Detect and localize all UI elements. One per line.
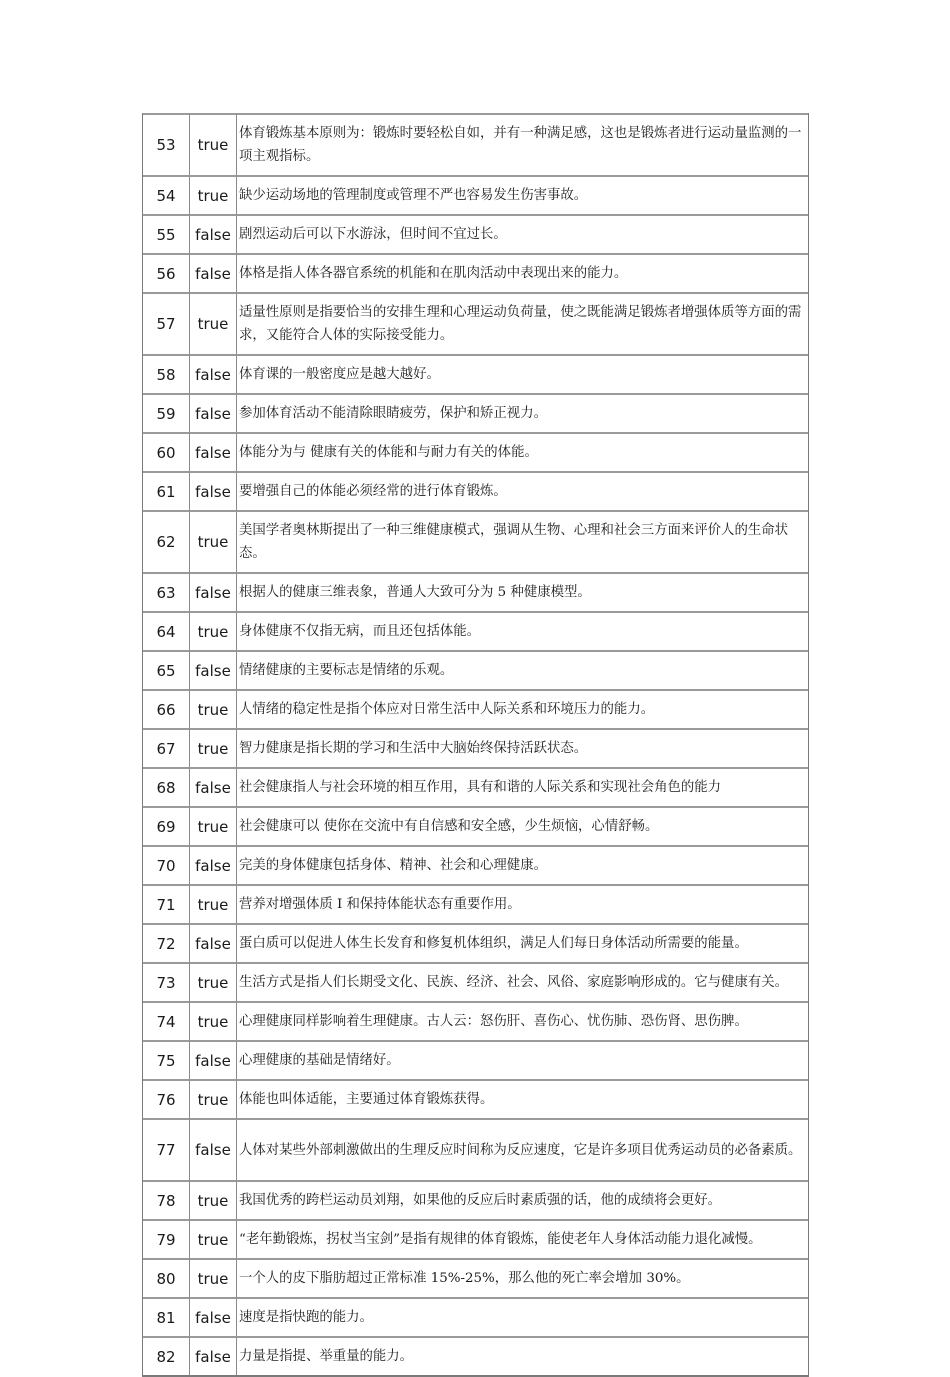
question-statement: 社会健康可以 使你在交流中有自信感和安全感，少生烦恼，心情舒畅。 <box>237 806 808 845</box>
true-false-answer-table <box>142 113 809 1377</box>
table-row <box>143 806 808 845</box>
answer-value: false <box>190 214 237 253</box>
table-row <box>143 962 808 1001</box>
table-row <box>143 253 808 292</box>
question-statement: 情绪健康的主要标志是情绪的乐观。 <box>237 650 808 689</box>
table-row <box>143 1180 808 1219</box>
question-statement: 根据人的健康三维表象，普通人大致可分为 5 种健康模型。 <box>237 572 808 611</box>
question-number: 64 <box>143 611 190 650</box>
answer-value: false <box>190 1118 237 1180</box>
answer-value: false <box>190 572 237 611</box>
question-statement: “老年勤锻炼，拐杖当宝剑”是指有规律的体育锻炼，能使老年人身体活动能力退化减慢。 <box>237 1219 808 1258</box>
question-statement: 体能分为与 健康有关的体能和与耐力有关的体能。 <box>237 432 808 471</box>
table-row <box>143 175 808 214</box>
answer-value: true <box>190 1258 237 1297</box>
answer-value: true <box>190 611 237 650</box>
question-statement: 心理健康同样影响着生理健康。古人云：怒伤肝、喜伤心、忧伤肺、恐伤肾、思伤脾。 <box>237 1001 808 1040</box>
question-number: 68 <box>143 767 190 806</box>
table-row <box>143 767 808 806</box>
question-number: 74 <box>143 1001 190 1040</box>
answer-value: true <box>190 510 237 572</box>
question-number: 77 <box>143 1118 190 1180</box>
question-number: 56 <box>143 253 190 292</box>
question-statement: 体育锻炼基本原则为：锻炼时要轻松自如，并有一种满足感，这也是锻炼者进行运动量监测的一项主观指标。 <box>237 113 808 175</box>
answer-value: false <box>190 1040 237 1079</box>
table-row <box>143 611 808 650</box>
table-row <box>143 1258 808 1297</box>
question-number: 67 <box>143 728 190 767</box>
question-statement: 一个人的皮下脂肪超过正常标准 15%-25%，那么他的死亡率会增加 30%。 <box>237 1258 808 1297</box>
answer-value: false <box>190 767 237 806</box>
question-statement: 力量是指提、举重量的能力。 <box>237 1336 808 1375</box>
table-row <box>143 432 808 471</box>
table-row <box>143 884 808 923</box>
answer-value: true <box>190 806 237 845</box>
question-statement: 身体健康不仅指无病，而且还包括体能。 <box>237 611 808 650</box>
question-statement: 智力健康是指长期的学习和生活中大脑始终保持活跃状态。 <box>237 728 808 767</box>
question-number: 75 <box>143 1040 190 1079</box>
question-number: 55 <box>143 214 190 253</box>
question-number: 79 <box>143 1219 190 1258</box>
question-statement: 完美的身体健康包括身体、精神、社会和心理健康。 <box>237 845 808 884</box>
question-number: 62 <box>143 510 190 572</box>
answer-value: true <box>190 292 237 354</box>
table-row <box>143 214 808 253</box>
answer-value: false <box>190 923 237 962</box>
question-number: 80 <box>143 1258 190 1297</box>
table-row <box>143 354 808 393</box>
table-row <box>143 292 808 354</box>
table-row <box>143 471 808 510</box>
question-number: 53 <box>143 113 190 175</box>
table-row <box>143 572 808 611</box>
answer-value: false <box>190 1297 237 1336</box>
table-row <box>143 1219 808 1258</box>
question-statement: 体格是指人体各器官系统的机能和在肌肉活动中表现出来的能力。 <box>237 253 808 292</box>
question-statement: 人情绪的稳定性是指个体应对日常生活中人际关系和环境压力的能力。 <box>237 689 808 728</box>
answer-value: true <box>190 1079 237 1118</box>
question-statement: 剧烈运动后可以下水游泳，但时间不宜过长。 <box>237 214 808 253</box>
table-row <box>143 650 808 689</box>
table-row <box>143 113 808 175</box>
question-number: 58 <box>143 354 190 393</box>
answer-value: true <box>190 689 237 728</box>
answer-value: true <box>190 1180 237 1219</box>
question-number: 78 <box>143 1180 190 1219</box>
question-number: 69 <box>143 806 190 845</box>
answer-value: false <box>190 253 237 292</box>
table-row <box>143 510 808 572</box>
question-statement: 人体对某些外部刺激做出的生理反应时间称为反应速度，它是许多项目优秀运动员的必备素质。 <box>237 1118 808 1180</box>
question-statement: 美国学者奥林斯提出了一种三维健康模式，强调从生物、心理和社会三方面来评价人的生命状态。 <box>237 510 808 572</box>
question-number: 63 <box>143 572 190 611</box>
answer-value: false <box>190 845 237 884</box>
question-number: 60 <box>143 432 190 471</box>
table-row <box>143 1040 808 1079</box>
table-body <box>143 113 808 1375</box>
question-number: 76 <box>143 1079 190 1118</box>
table-row <box>143 923 808 962</box>
table-row <box>143 393 808 432</box>
question-statement: 社会健康指人与社会环境的相互作用，具有和谐的人际关系和实现社会角色的能力 <box>237 767 808 806</box>
answer-value: true <box>190 728 237 767</box>
question-number: 59 <box>143 393 190 432</box>
answer-value: true <box>190 1001 237 1040</box>
table-row <box>143 1079 808 1118</box>
answer-value: false <box>190 650 237 689</box>
table-row <box>143 1336 808 1375</box>
question-statement: 缺少运动场地的管理制度或管理不严也容易发生伤害事故。 <box>237 175 808 214</box>
answer-value: true <box>190 884 237 923</box>
table-row <box>143 1118 808 1180</box>
question-number: 57 <box>143 292 190 354</box>
question-statement: 心理健康的基础是情绪好。 <box>237 1040 808 1079</box>
answer-value: true <box>190 962 237 1001</box>
question-number: 82 <box>143 1336 190 1375</box>
question-statement: 生活方式是指人们长期受文化、民族、经济、社会、风俗、家庭影响形成的。它与健康有关。 <box>237 962 808 1001</box>
table-row <box>143 1001 808 1040</box>
answer-value: false <box>190 1336 237 1375</box>
table-row <box>143 728 808 767</box>
table-row <box>143 1297 808 1336</box>
question-number: 70 <box>143 845 190 884</box>
answer-value: true <box>190 175 237 214</box>
answer-value: false <box>190 354 237 393</box>
question-number: 65 <box>143 650 190 689</box>
table-row <box>143 845 808 884</box>
question-number: 66 <box>143 689 190 728</box>
question-statement: 适量性原则是指要恰当的安排生理和心理运动负荷量，使之既能满足锻炼者增强体质等方面的需求，又能符合人体的实际接受能力。 <box>237 292 808 354</box>
question-number: 81 <box>143 1297 190 1336</box>
question-statement: 参加体育活动不能清除眼睛疲劳，保护和矫正视力。 <box>237 393 808 432</box>
question-statement: 速度是指快跑的能力。 <box>237 1297 808 1336</box>
answer-value: true <box>190 1219 237 1258</box>
question-number: 61 <box>143 471 190 510</box>
question-statement: 营养对增强体质 I 和保持体能状态有重要作用。 <box>237 884 808 923</box>
answer-value: false <box>190 432 237 471</box>
table-row <box>143 689 808 728</box>
answer-value: false <box>190 471 237 510</box>
question-statement: 我国优秀的跨栏运动员刘翔，如果他的反应后时素质强的话，他的成绩将会更好。 <box>237 1180 808 1219</box>
question-number: 71 <box>143 884 190 923</box>
question-statement: 要增强自己的体能必须经常的进行体育锻炼。 <box>237 471 808 510</box>
answer-value: false <box>190 393 237 432</box>
question-statement: 体育课的一般密度应是越大越好。 <box>237 354 808 393</box>
question-number: 73 <box>143 962 190 1001</box>
question-number: 72 <box>143 923 190 962</box>
question-statement: 体能也叫体适能，主要通过体育锻炼获得。 <box>237 1079 808 1118</box>
question-number: 54 <box>143 175 190 214</box>
answer-value: true <box>190 113 237 175</box>
question-statement: 蛋白质可以促进人体生长发育和修复机体组织，满足人们每日身体活动所需要的能量。 <box>237 923 808 962</box>
